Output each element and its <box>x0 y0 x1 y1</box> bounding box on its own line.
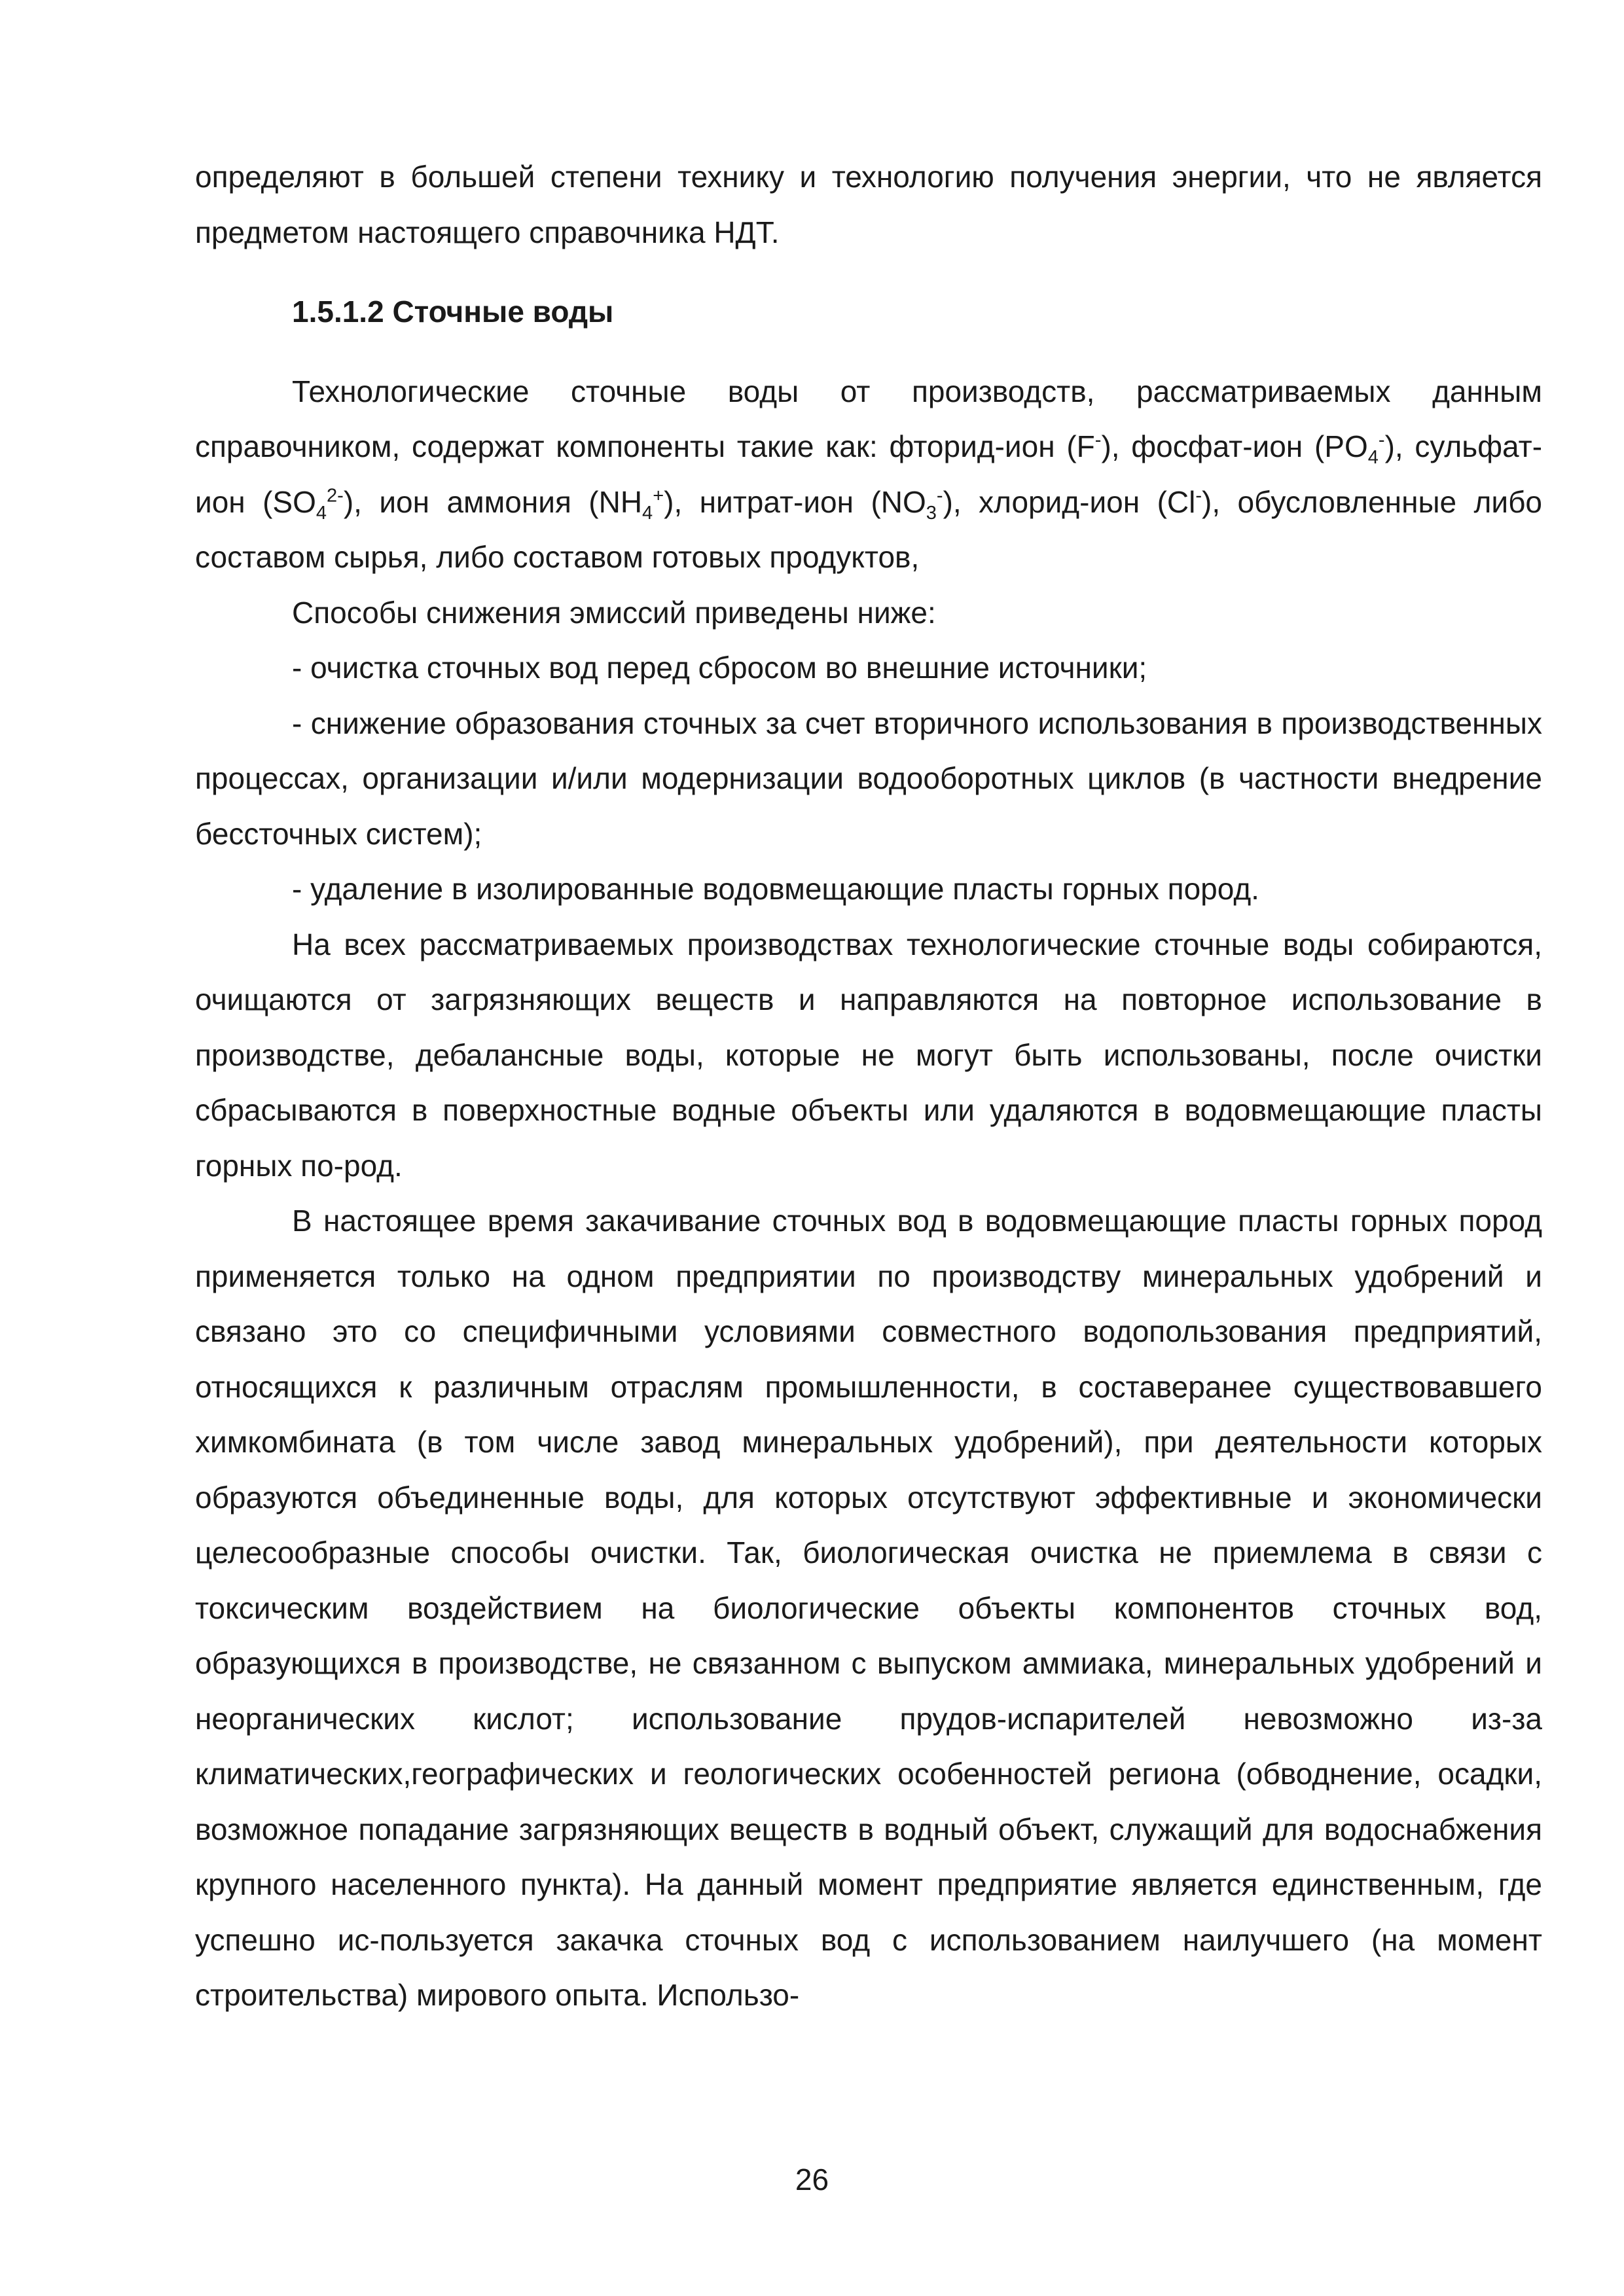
paragraph-wastewater-components <box>195 364 1542 585</box>
subscript: 4 <box>1367 447 1379 469</box>
text-run: ), нитрат-ион (NO <box>664 484 926 519</box>
text-run: ), сульфат-ион (SO <box>195 429 1543 519</box>
list-item: - очистка сточных вод перед сбросом во внешние источники; <box>292 651 1147 685</box>
subscript: 4 <box>316 502 327 524</box>
section-heading: 1.5.1.2 Сточные воды <box>292 295 614 329</box>
text-run: ), обусловленные либо составом сырья, либо составом готовых продуктов, <box>195 484 1542 574</box>
text-run: Технологические сточные воды от производств, рассматриваемых данным справочником, содержат компоненты такие как: фторид-ион (F <box>195 374 1542 463</box>
paragraph-wastewater-collection: На всех рассматриваемых производствах технологические сточные воды собираются, очищаются от загрязняющих веществ и направляются на повторное использование в производстве, дебалансные воды, которые не могут быть использованы, после очистки сбрасываются в поверхностные водные объекты или удаляются в водовмещающие пласты горных по-род. <box>195 927 1542 1183</box>
superscript: 2- <box>327 485 344 507</box>
paragraph-emission-methods: Способы снижения эмиссий приведены ниже: <box>292 595 936 630</box>
text-run: ), фосфат-ион (PO <box>1101 429 1368 463</box>
list-item: - удаление в изолированные водовмещающие пласты горных пород. <box>292 872 1259 906</box>
page-number: 26 <box>795 2162 829 2197</box>
paragraph-injection: В настоящее время закачивание сточных вод в водовмещающие пласты горных пород применяется только на одном предприятии по производству минеральных удобрений и связано это со специфичными условиями совместного водопользования предприятий, относящихся к различным отраслям промышленности, в составеранее существовавшего химкомбината (в том числе завод минеральных удобрений), при деятельности которых образуются объединенные воды, для которых отсутствуют эффективные и экономически целесообразные способы очистки. Так, биологическая очистка не приемлема в связи с токсическим воздействием на биологические объекты компонентов сточных вод, образующихся в производстве, не связанном с выпуском аммиака, минеральных удобрений и неорганических кислот; использование прудов-испарителей невозможно из-за климатических,географических и геологических особенностей региона (обводнение, осадки, возможное попадание загрязняющих веществ в водный объект, служащий для водоснабжения крупного населенного пункта). На данный момент предприятие является единственным, где успешно ис-пользуется закачка сточных вод с использованием наилучшего (на момент строительства) мирового опыта. Использо- <box>195 1204 1542 2012</box>
superscript: + <box>653 485 664 507</box>
intro-paragraph: определяют в большей степени технику и технологию получения энергии, что не является предметом настоящего справочника НДТ. <box>195 160 1542 249</box>
superscript: - <box>1378 429 1385 451</box>
subscript: 4 <box>642 502 653 524</box>
text-run: ), ион аммония (NH <box>343 484 643 519</box>
text-run: ), хлорид-ион (Cl <box>943 484 1196 519</box>
subscript: 3 <box>926 502 937 524</box>
page-content <box>195 149 1542 2023</box>
superscript: - <box>1094 429 1102 451</box>
list-item: - снижение образования сточных за счет вторичного использования в производственных процессах, организации и/или модернизации водооборотных циклов (в частности внедрение бессточных систем); <box>195 706 1542 851</box>
superscript: - <box>1195 485 1202 507</box>
superscript: - <box>936 485 943 507</box>
